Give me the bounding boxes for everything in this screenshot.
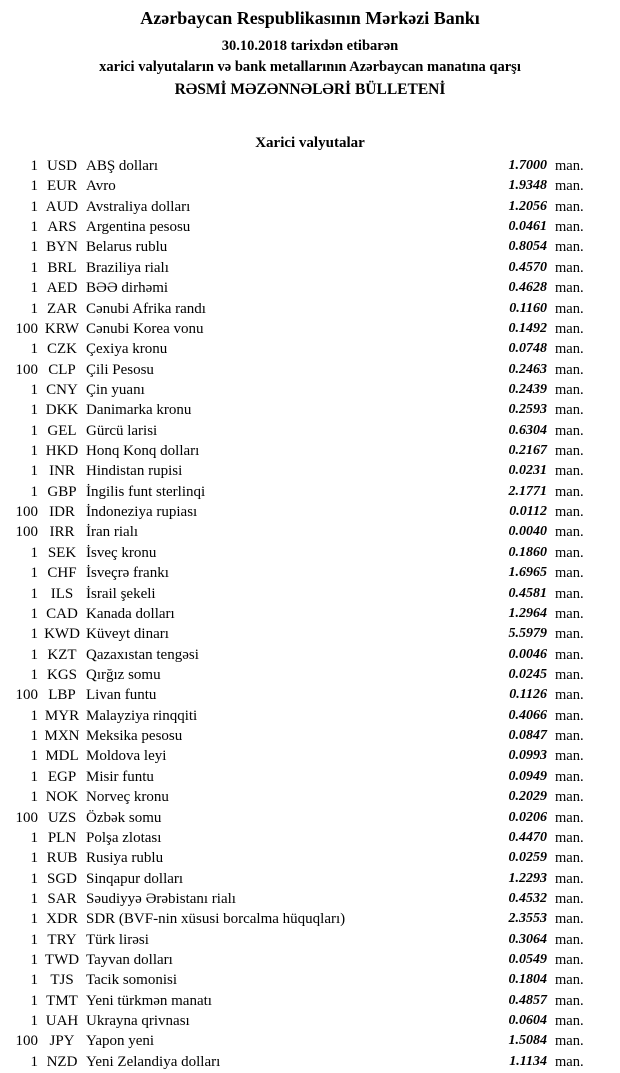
currency-unit: man. <box>555 931 584 948</box>
currency-row <box>0 176 590 196</box>
currency-name: Polşa zlotası <box>86 829 162 846</box>
currency-rate: 0.2029 <box>508 789 547 805</box>
currency-code: MYR <box>44 707 80 724</box>
currency-quantity: 1 <box>30 341 38 358</box>
currency-code: IDR <box>49 504 75 521</box>
currency-name: Avro <box>86 178 116 195</box>
currency-row <box>0 360 590 380</box>
currency-unit: man. <box>555 219 584 236</box>
currency-unit: man. <box>555 259 584 276</box>
currency-code: TMT <box>46 992 78 1009</box>
currency-name: Cənubi Korea vonu <box>86 320 204 337</box>
currency-name: Belarus rublu <box>86 239 168 256</box>
currency-quantity: 100 <box>15 687 38 704</box>
currency-quantity: 100 <box>15 320 38 337</box>
currency-row <box>0 563 590 583</box>
currency-quantity: 1 <box>30 931 38 948</box>
currency-code: LBP <box>48 687 76 704</box>
currency-code: MDL <box>45 748 79 765</box>
currency-code: HKD <box>45 443 79 460</box>
currency-code: KZT <box>47 646 77 663</box>
currency-rate: 1.7000 <box>508 158 547 173</box>
currency-row <box>0 156 590 176</box>
currency-quantity: 1 <box>30 870 38 887</box>
currency-quantity: 1 <box>30 402 38 419</box>
currency-quantity: 1 <box>30 239 38 256</box>
currency-name: Misir funtu <box>86 768 154 785</box>
currency-rate: 1.6965 <box>508 565 547 581</box>
currency-rate: 0.0461 <box>508 219 547 235</box>
currency-quantity: 1 <box>30 422 38 439</box>
currency-quantity: 1 <box>30 381 38 398</box>
currency-unit: man. <box>555 829 584 846</box>
currency-row <box>0 828 590 848</box>
currency-row <box>0 604 590 624</box>
currency-unit: man. <box>555 198 584 215</box>
currency-name: Argentina pesosu <box>86 219 191 236</box>
currency-row <box>0 909 590 929</box>
currency-unit: man. <box>555 707 584 724</box>
currency-name: Hindistan rupisi <box>86 463 183 480</box>
currency-quantity: 1 <box>30 605 38 622</box>
currency-rate: 1.5084 <box>508 1033 547 1049</box>
currency-unit: man. <box>555 646 584 663</box>
currency-name: Səudiyyə Ərəbistanı rialı <box>86 890 236 907</box>
currency-code: GEL <box>47 422 77 439</box>
bulletin-title: RƏSMİ MƏZƏNNƏLƏRİ BÜLLETENİ <box>174 81 446 98</box>
currency-unit: man. <box>555 300 584 317</box>
currency-name: İndoneziya rupiası <box>86 504 198 521</box>
currency-rate: 1.2056 <box>508 198 547 214</box>
currency-unit: man. <box>555 402 584 419</box>
currency-rate: 0.2439 <box>508 381 547 397</box>
currency-unit: man. <box>555 504 584 521</box>
currency-rate: 0.0549 <box>508 952 547 968</box>
currency-row <box>0 584 590 604</box>
currency-unit: man. <box>555 381 584 398</box>
currency-code: KGS <box>46 666 77 683</box>
currency-quantity: 1 <box>30 952 38 969</box>
currency-name: Tayvan dolları <box>86 952 173 969</box>
currency-rate: 0.4581 <box>508 585 547 601</box>
currency-quantity: 1 <box>30 972 38 989</box>
currency-table <box>0 156 620 1072</box>
currency-name: Braziliya rialı <box>86 259 169 276</box>
currency-unit: man. <box>555 768 584 785</box>
currency-unit: man. <box>555 320 584 337</box>
currency-name: Moldova leyi <box>86 748 167 765</box>
currency-name: Qazaxıstan tengəsi <box>86 646 199 663</box>
currency-unit: man. <box>555 870 584 887</box>
currency-rate: 0.1860 <box>508 544 547 560</box>
currency-name: Honq Konq dolları <box>86 443 200 460</box>
currency-code: EGP <box>47 768 77 785</box>
currency-row <box>0 400 590 420</box>
currency-rate: 0.0112 <box>509 504 547 520</box>
currency-rate: 0.1492 <box>508 320 547 336</box>
currency-code: MXN <box>44 728 80 745</box>
currency-unit: man. <box>555 544 584 561</box>
currency-unit: man. <box>555 1033 584 1050</box>
currency-row <box>0 787 590 807</box>
currency-rate: 1.1134 <box>509 1053 547 1069</box>
currency-row <box>0 299 590 319</box>
currency-name: Çexiya kronu <box>86 341 168 358</box>
currency-unit: man. <box>555 666 584 683</box>
currency-quantity: 1 <box>30 544 38 561</box>
currency-code: IRR <box>49 524 75 541</box>
currency-row <box>0 869 590 889</box>
currency-code: CHF <box>47 565 77 582</box>
currency-rate: 0.0046 <box>508 646 547 662</box>
currency-code: XDR <box>46 911 78 928</box>
currency-row <box>0 197 590 217</box>
currency-code: KWD <box>44 626 80 643</box>
currency-row <box>0 950 590 970</box>
currency-name: SDR (BVF-nin xüsusi borcalma hüquqları) <box>86 911 346 928</box>
currency-name: Danimarka kronu <box>86 402 192 419</box>
currency-code: ZAR <box>47 300 77 317</box>
currency-code: EUR <box>47 178 77 195</box>
currency-rate: 2.3553 <box>508 911 547 927</box>
currency-quantity: 1 <box>30 768 38 785</box>
currency-row <box>0 889 590 909</box>
currency-rate: 1.2293 <box>508 870 547 886</box>
currency-quantity: 1 <box>30 158 38 174</box>
currency-row <box>0 217 590 237</box>
currency-quantity: 1 <box>30 219 38 236</box>
currency-name: Norveç kronu <box>86 789 169 806</box>
currency-quantity: 100 <box>15 1033 38 1050</box>
currency-rate: 0.2167 <box>508 443 547 459</box>
currency-name: Küveyt dinarı <box>86 626 169 643</box>
currency-code: UAH <box>45 1013 79 1030</box>
currency-unit: man. <box>555 911 584 928</box>
currency-code: SEK <box>47 544 77 561</box>
currency-quantity: 1 <box>30 911 38 928</box>
currency-quantity: 1 <box>30 707 38 724</box>
currency-name: Yapon yeni <box>86 1033 155 1050</box>
currency-quantity: 1 <box>30 728 38 745</box>
currency-code: GBP <box>47 483 77 500</box>
currency-rate: 0.2463 <box>508 361 547 377</box>
currency-unit: man. <box>555 239 584 256</box>
currency-rate: 0.4066 <box>508 707 547 723</box>
currency-rate: 0.0231 <box>508 463 547 479</box>
currency-code: NZD <box>46 1053 78 1070</box>
currency-row <box>0 502 590 522</box>
currency-name: Rusiya rublu <box>86 850 164 867</box>
currency-name: İsveç kronu <box>86 544 157 561</box>
currency-name: Kanada dolları <box>86 605 175 622</box>
currency-unit: man. <box>555 361 584 378</box>
currency-row <box>0 746 590 766</box>
currency-name: Ukrayna qrivnası <box>86 1013 190 1030</box>
currency-row <box>0 645 590 665</box>
currency-code: KRW <box>44 320 80 337</box>
currency-name: Özbək somu <box>86 809 162 826</box>
currency-rate: 0.0949 <box>508 768 547 784</box>
currency-code: SGD <box>46 870 77 887</box>
currency-row <box>0 991 590 1011</box>
currency-row <box>0 848 590 868</box>
currency-name: Sinqapur dolları <box>86 870 184 887</box>
currency-rate: 0.4628 <box>508 280 547 296</box>
currency-rate: 0.0040 <box>508 524 547 540</box>
currency-code: NOK <box>45 789 79 806</box>
currency-name: Yeni türkmən manatı <box>86 992 212 1009</box>
currency-name: Gürcü larisi <box>86 422 158 439</box>
currency-quantity: 1 <box>30 259 38 276</box>
currency-name: Malayziya rinqqiti <box>86 707 198 724</box>
currency-code: PLN <box>47 829 77 846</box>
currency-unit: man. <box>555 585 584 602</box>
currency-row <box>0 767 590 787</box>
currency-name: Livan funtu <box>86 687 157 704</box>
currency-row <box>0 1031 590 1051</box>
currency-code: RUB <box>46 850 78 867</box>
currency-rate: 0.1804 <box>508 972 547 988</box>
currency-name: ABŞ dolları <box>86 158 159 174</box>
currency-quantity: 100 <box>15 524 38 541</box>
currency-rate: 0.2593 <box>508 402 547 418</box>
bulletin-subtitle: xarici valyutaların və bank metallarının Azərbaycan manatına qarşı <box>99 59 521 75</box>
currency-quantity: 1 <box>30 646 38 663</box>
currency-row <box>0 1052 590 1072</box>
currency-row <box>0 461 590 481</box>
currency-row <box>0 237 590 257</box>
currency-row <box>0 543 590 563</box>
currency-rate: 1.9348 <box>508 178 547 194</box>
currency-unit: man. <box>555 178 584 195</box>
currency-name: İsrail şekeli <box>86 585 156 602</box>
currency-row <box>0 258 590 278</box>
currency-unit: man. <box>555 748 584 765</box>
effective-date-line: 30.10.2018 tarixdən etibarən <box>221 38 399 54</box>
currency-code: UZS <box>47 809 77 826</box>
currency-quantity: 1 <box>30 565 38 582</box>
currency-row <box>0 726 590 746</box>
currency-rate: 0.0259 <box>508 850 547 866</box>
currency-row <box>0 624 590 644</box>
currency-row <box>0 380 590 400</box>
currency-code: AUD <box>45 198 79 215</box>
currency-rate: 0.4532 <box>508 890 547 906</box>
currency-quantity: 1 <box>30 829 38 846</box>
currency-quantity: 1 <box>30 443 38 460</box>
currency-unit: man. <box>555 1053 584 1070</box>
currency-code: CZK <box>47 341 77 358</box>
currency-rate: 0.4470 <box>508 829 547 845</box>
currency-name: Meksika pesosu <box>86 728 183 745</box>
currency-unit: man. <box>555 422 584 439</box>
currency-rate: 0.4857 <box>508 992 547 1008</box>
currency-name: Avstraliya dolları <box>86 198 191 215</box>
currency-unit: man. <box>555 626 584 643</box>
currency-name: Çin yuanı <box>86 381 145 398</box>
currency-row <box>0 1011 590 1031</box>
currency-code: TRY <box>47 931 77 948</box>
currency-unit: man. <box>555 972 584 989</box>
currency-name: Çili Pesosu <box>86 361 154 378</box>
currency-quantity: 100 <box>15 504 38 521</box>
currency-unit: man. <box>555 952 584 969</box>
currency-quantity: 1 <box>30 280 38 297</box>
currency-quantity: 1 <box>30 198 38 215</box>
currency-row <box>0 706 590 726</box>
currency-row <box>0 930 590 950</box>
currency-name: Yeni Zelandiya dolları <box>86 1053 221 1070</box>
currency-rate: 0.0206 <box>508 809 547 825</box>
currency-unit: man. <box>555 443 584 460</box>
currency-rate: 0.0847 <box>508 728 547 744</box>
currency-unit: man. <box>555 1013 584 1030</box>
currency-code: BYN <box>46 239 78 256</box>
currency-quantity: 1 <box>30 789 38 806</box>
currency-quantity: 100 <box>15 809 38 826</box>
currency-quantity: 1 <box>30 178 38 195</box>
currency-rate: 2.1771 <box>508 483 547 499</box>
currency-quantity: 1 <box>30 850 38 867</box>
currency-quantity: 1 <box>30 992 38 1009</box>
currency-code: TJS <box>50 972 74 989</box>
currency-row <box>0 339 590 359</box>
currency-row <box>0 970 590 990</box>
currency-quantity: 1 <box>30 300 38 317</box>
currency-quantity: 1 <box>30 626 38 643</box>
currency-unit: man. <box>555 158 584 174</box>
bank-title: Azərbaycan Respublikasının Mərkəzi Bankı <box>140 8 480 28</box>
currency-quantity: 1 <box>30 1053 38 1070</box>
currency-row <box>0 421 590 441</box>
currency-name: Cənubi Afrika randı <box>86 300 206 317</box>
currency-row <box>0 278 590 298</box>
currency-rate: 0.8054 <box>508 239 547 255</box>
currency-code: CLP <box>48 361 76 378</box>
currency-row <box>0 808 590 828</box>
currency-rate: 0.4570 <box>508 259 547 275</box>
currency-quantity: 1 <box>30 666 38 683</box>
currency-unit: man. <box>555 341 584 358</box>
currency-unit: man. <box>555 524 584 541</box>
currency-unit: man. <box>555 728 584 745</box>
currency-row <box>0 319 590 339</box>
currency-rate: 0.1126 <box>509 687 547 703</box>
currency-code: CAD <box>46 605 78 622</box>
section-title-foreign-currencies: Xarici valyutalar <box>255 135 365 151</box>
currency-name: İngilis funt sterlinqi <box>86 483 206 500</box>
currency-quantity: 1 <box>30 748 38 765</box>
currency-row <box>0 665 590 685</box>
currency-quantity: 1 <box>30 890 38 907</box>
currency-code: ILS <box>50 585 74 602</box>
currency-rate: 5.5979 <box>508 626 547 642</box>
currency-rate: 1.2964 <box>508 605 547 621</box>
currency-quantity: 100 <box>15 361 38 378</box>
currency-rate: 0.3064 <box>508 931 547 947</box>
currency-code: AED <box>46 280 78 297</box>
currency-unit: man. <box>555 850 584 867</box>
currency-rate: 0.0993 <box>508 748 547 764</box>
currency-code: SAR <box>47 890 77 907</box>
currency-quantity: 1 <box>30 1013 38 1030</box>
currency-code: ARS <box>47 219 77 236</box>
currency-row <box>0 482 590 502</box>
currency-unit: man. <box>555 483 584 500</box>
currency-name: İran rialı <box>86 524 139 541</box>
currency-unit: man. <box>555 565 584 582</box>
currency-code: DKK <box>45 402 79 419</box>
currency-unit: man. <box>555 789 584 806</box>
currency-code: BRL <box>47 259 77 276</box>
currency-unit: man. <box>555 890 584 907</box>
currency-name: İsveçrə frankı <box>86 565 169 582</box>
currency-unit: man. <box>555 809 584 826</box>
currency-code: CNY <box>46 381 78 398</box>
currency-unit: man. <box>555 605 584 622</box>
currency-quantity: 1 <box>30 585 38 602</box>
currency-quantity: 1 <box>30 483 38 500</box>
currency-quantity: 1 <box>30 463 38 480</box>
currency-rate: 0.6304 <box>508 422 547 438</box>
currency-unit: man. <box>555 687 584 704</box>
currency-unit: man. <box>555 280 584 297</box>
currency-row <box>0 522 590 542</box>
currency-code: INR <box>49 463 75 480</box>
currency-code: USD <box>46 158 77 174</box>
currency-rate: 0.0748 <box>508 341 547 357</box>
currency-unit: man. <box>555 992 584 1009</box>
currency-rate: 0.1160 <box>509 300 547 316</box>
currency-name: BƏƏ dirhəmi <box>86 280 169 297</box>
currency-rate: 0.0245 <box>508 666 547 682</box>
currency-code: JPY <box>49 1033 75 1050</box>
currency-code: TWD <box>44 952 80 969</box>
currency-rate: 0.0604 <box>508 1013 547 1029</box>
currency-name: Türk lirəsi <box>86 931 149 948</box>
currency-name: Qırğız somu <box>86 666 161 683</box>
currency-row <box>0 685 590 705</box>
currency-unit: man. <box>555 463 584 480</box>
currency-row <box>0 441 590 461</box>
currency-name: Tacik somonisi <box>86 972 178 989</box>
